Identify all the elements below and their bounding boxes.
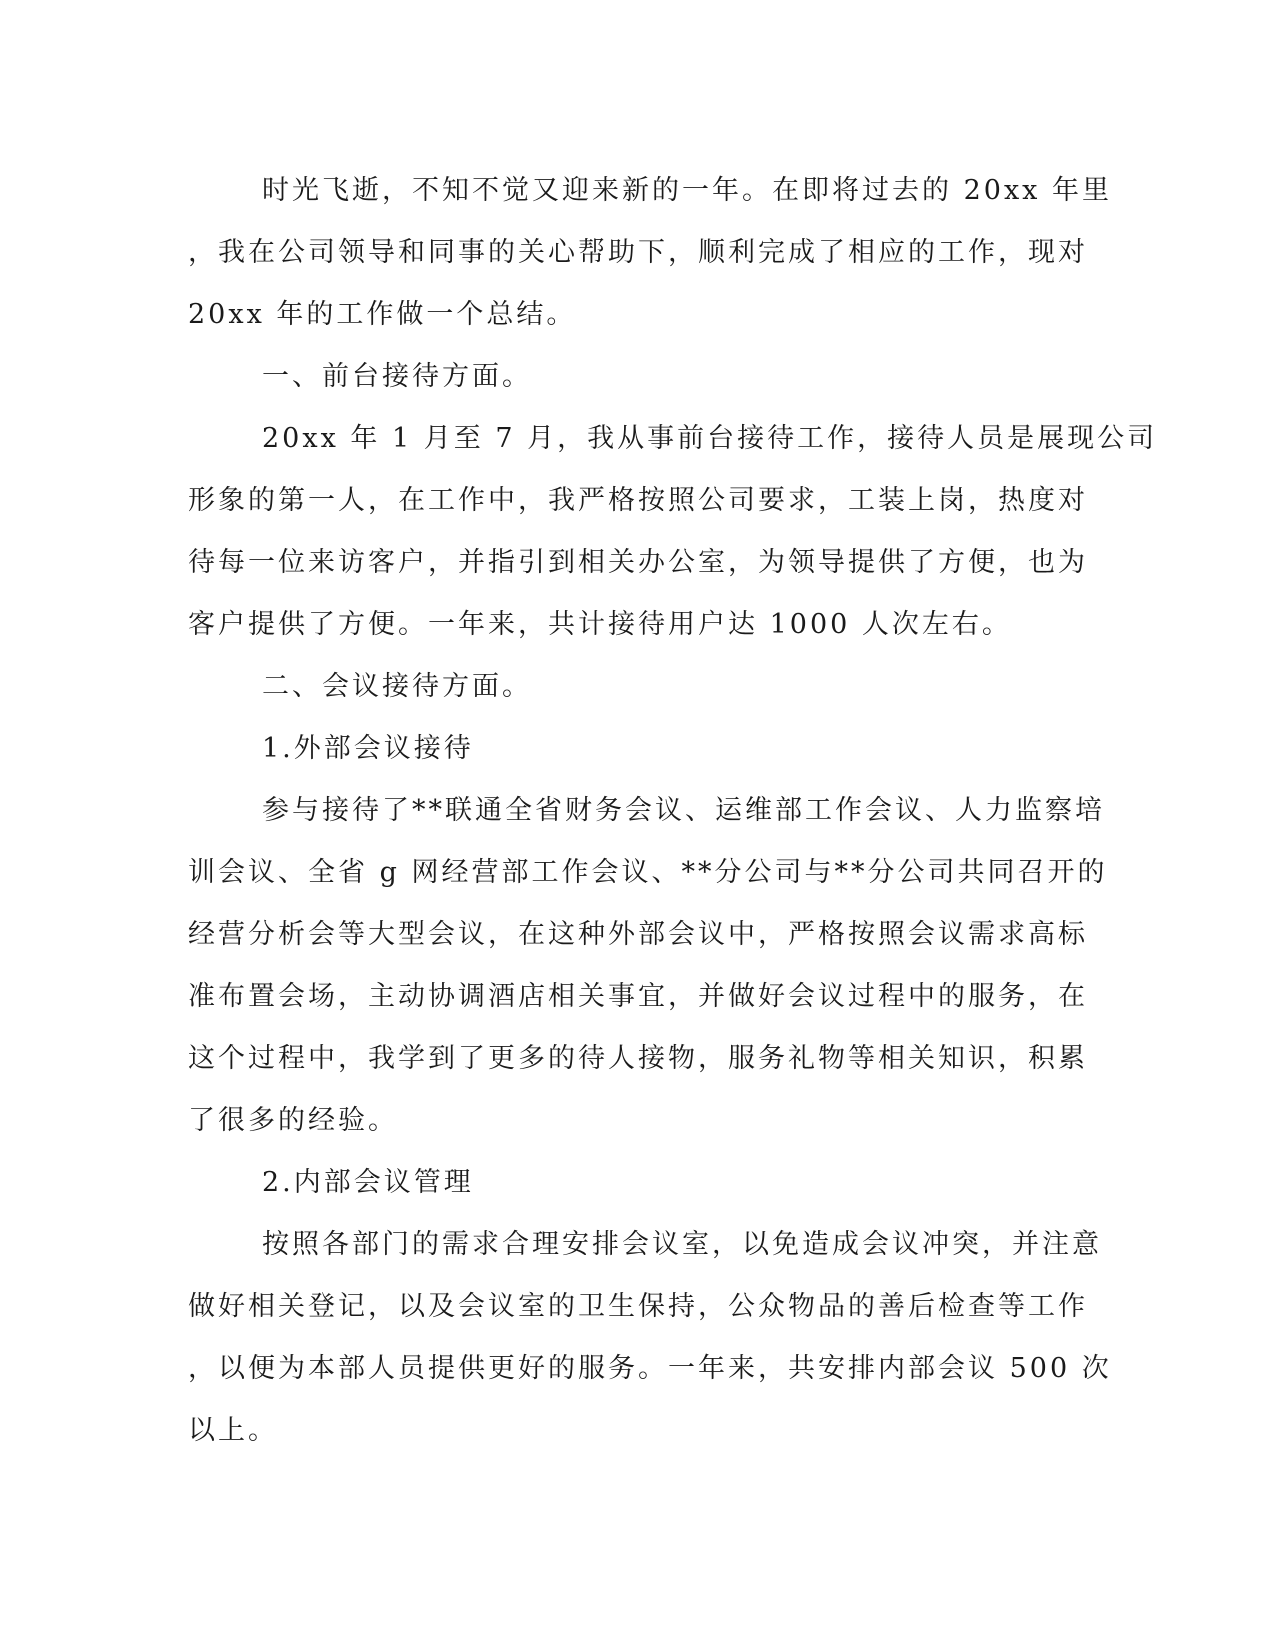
text-line: 做好相关登记，以及会议室的卫生保持，公众物品的善后检查等工作 (188, 1291, 1088, 1322)
text-line: 20xx 年的工作做一个总结。 (188, 299, 577, 330)
text-line: 按照各部门的需求合理安排会议室，以免造成会议冲突，并注意 (262, 1229, 1102, 1260)
text-line: 2.内部会议管理 (262, 1167, 474, 1198)
paragraph-front-desk (188, 408, 1158, 656)
paragraph-internal-meetings (188, 1214, 1112, 1462)
section-heading-meetings (188, 656, 1058, 718)
text-line: ，我在公司领导和同事的关心帮助下，顺利完成了相应的工作，现对 (188, 237, 1088, 268)
paragraph-intro (188, 160, 1112, 346)
subheading-external-meetings (188, 718, 1058, 780)
text-line: 参与接待了**联通全省财务会议、运维部工作会议、人力监察培 (262, 795, 1105, 826)
text-line: 一、前台接待方面。 (262, 361, 532, 392)
text-line: 了很多的经验。 (188, 1105, 398, 1136)
text-line: 训会议、全省 g 网经营部工作会议、**分公司与**分公司共同召开的 (188, 857, 1108, 888)
text-line: 20xx 年 1 月至 7 月，我从事前台接待工作，接待人员是展现公司 (262, 423, 1158, 454)
text-line: 待每一位来访客户，并指引到相关办公室，为领导提供了方便，也为 (188, 547, 1088, 578)
text-line: 1.外部会议接待 (262, 733, 474, 764)
text-line: 形象的第一人，在工作中，我严格按照公司要求，工装上岗，热度对 (188, 485, 1088, 516)
document-body (188, 160, 1158, 1462)
text-line: 以上。 (188, 1415, 278, 1446)
text-line: 二、会议接待方面。 (262, 671, 532, 702)
text-line: 时光飞逝，不知不觉又迎来新的一年。在即将过去的 20xx 年里 (262, 175, 1112, 206)
paragraph-external-meetings (188, 780, 1108, 1152)
section-heading-front-desk (188, 346, 1058, 408)
text-line: 准布置会场，主动协调酒店相关事宜，并做好会议过程中的服务，在 (188, 981, 1088, 1012)
text-line: ，以便为本部人员提供更好的服务。一年来，共安排内部会议 500 次 (188, 1353, 1112, 1384)
text-line: 这个过程中，我学到了更多的待人接物，服务礼物等相关知识，积累 (188, 1043, 1088, 1074)
text-line: 经营分析会等大型会议，在这种外部会议中，严格按照会议需求高标 (188, 919, 1088, 950)
text-line: 客户提供了方便。一年来，共计接待用户达 1000 人次左右。 (188, 609, 1012, 640)
subheading-internal-meetings (188, 1152, 1058, 1214)
